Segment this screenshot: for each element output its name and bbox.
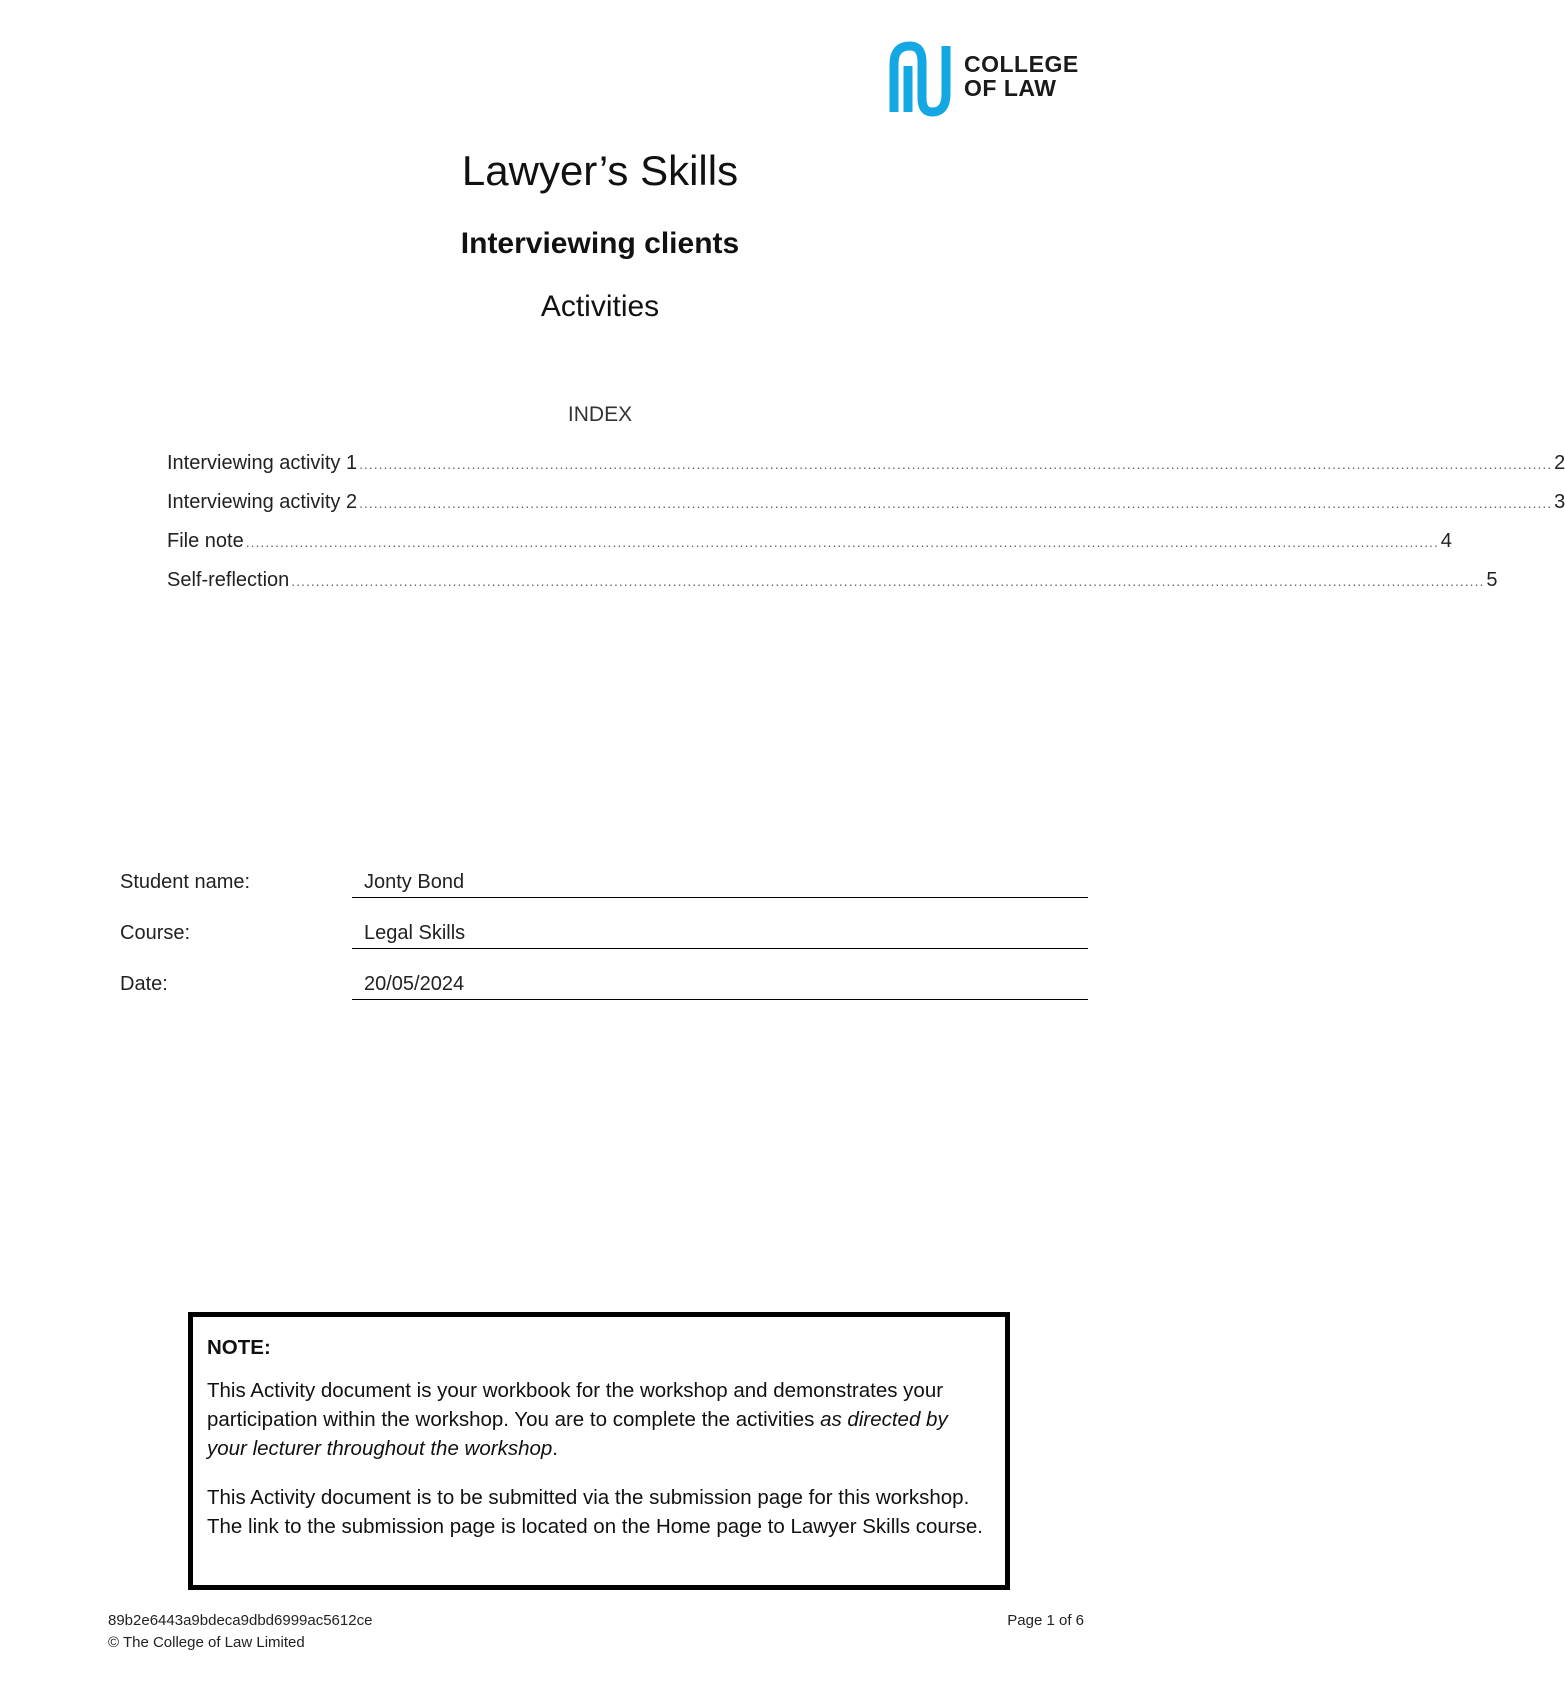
student-name-field bbox=[120, 870, 1088, 906]
logo-line-1: COLLEGE bbox=[964, 51, 1079, 77]
index-heading: INDEX bbox=[567, 403, 633, 426]
logo-wordmark bbox=[964, 52, 1079, 100]
toc-entry-self-reflection[interactable] bbox=[167, 568, 1498, 607]
student-name-value[interactable]: Jonty Bond bbox=[352, 870, 1088, 898]
toc-leader-dots: .................................................................................................................................................................................................................................................... bbox=[245, 534, 1439, 550]
toc-entry-interviewing-activity-2[interactable] bbox=[167, 490, 1565, 529]
document-type: Activities bbox=[540, 290, 660, 323]
date-value[interactable]: 20/05/2024 bbox=[352, 972, 1088, 1000]
toc-leader-dots: .................................................................................................................................................................................................................................................... bbox=[359, 456, 1553, 472]
toc-entry-interviewing-activity-1[interactable] bbox=[167, 451, 1565, 490]
toc-entry-page: 3 bbox=[1554, 491, 1565, 513]
date-field bbox=[120, 972, 1088, 1008]
date-label: Date: bbox=[120, 973, 168, 995]
footer-copyright: © The College of Law Limited bbox=[108, 1634, 305, 1651]
college-of-law-logo bbox=[886, 42, 1086, 112]
note-box bbox=[188, 1312, 1010, 1590]
logo-line-2: OF LAW bbox=[964, 75, 1057, 101]
toc-leader-dots: .................................................................................................................................................................................................................................................... bbox=[359, 495, 1553, 511]
course-value[interactable]: Legal Skills bbox=[352, 921, 1088, 949]
toc-entry-title: Interviewing activity 1 bbox=[167, 452, 358, 474]
toc-entry-file-note[interactable] bbox=[167, 529, 1452, 568]
note-paragraph-1-text: This Activity document is your workbook for the workshop and demonstrates your participation within the workshop. You are to complete the activities bbox=[207, 1379, 944, 1431]
toc-entry-title: Interviewing activity 2 bbox=[167, 491, 358, 513]
note-paragraph-1-end: . bbox=[552, 1437, 558, 1460]
note-heading: NOTE: bbox=[207, 1336, 271, 1359]
toc-entry-page: 5 bbox=[1486, 569, 1498, 591]
course-field bbox=[120, 921, 1088, 957]
course-label: Course: bbox=[120, 922, 191, 944]
college-of-law-logo-icon bbox=[886, 42, 958, 114]
student-name-label: Student name: bbox=[120, 871, 251, 893]
toc-entry-page: 2 bbox=[1554, 452, 1565, 474]
table-of-contents bbox=[167, 451, 1565, 607]
document-subtitle: Interviewing clients bbox=[460, 227, 740, 260]
toc-entry-title: File note bbox=[167, 530, 244, 552]
document-title: Lawyer’s Skills bbox=[461, 147, 739, 194]
toc-leader-dots: .................................................................................................................................................................................................................................................... bbox=[291, 573, 1485, 589]
footer-page-number: Page 1 of 6 bbox=[1007, 1612, 1084, 1629]
note-paragraph-1 bbox=[207, 1376, 991, 1463]
toc-entry-title: Self-reflection bbox=[167, 569, 290, 591]
footer-document-id: 89b2e6443a9bdeca9dbd6999ac5612ce bbox=[108, 1612, 373, 1629]
toc-entry-page: 4 bbox=[1440, 530, 1452, 552]
note-paragraph-1-italic: as directed by your lecturer throughout the workshop bbox=[207, 1408, 948, 1460]
note-paragraph-2: This Activity document is to be submitted via the submission page for this workshop. The link to the submission page is located on the Home page to Lawyer Skills course. bbox=[207, 1486, 983, 1538]
